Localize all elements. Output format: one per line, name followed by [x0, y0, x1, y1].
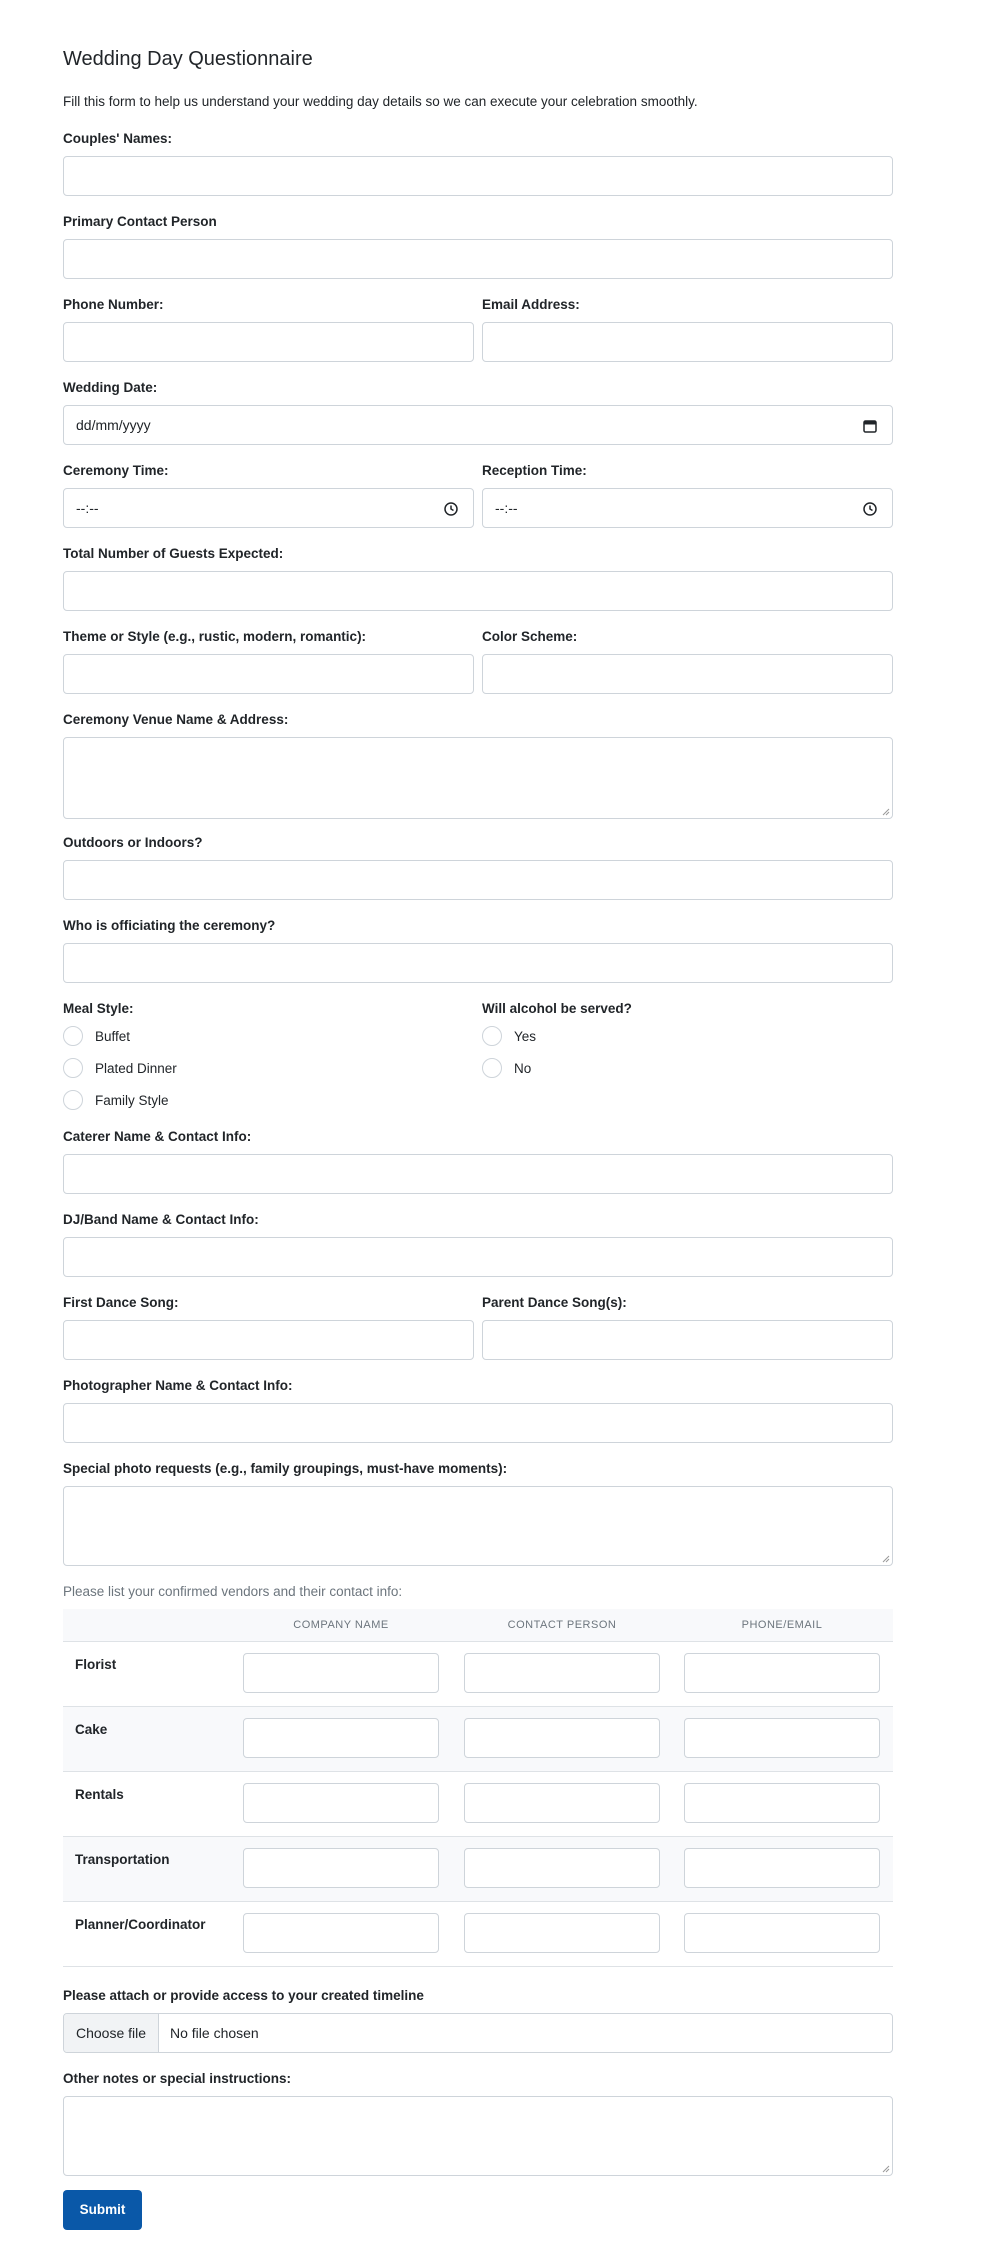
alcohol-yes-radio[interactable] [482, 1026, 502, 1046]
parent-dance-label: Parent Dance Song(s): [482, 1295, 627, 1310]
timeline-file-input[interactable] [63, 2013, 893, 2053]
primary-contact-input[interactable] [63, 239, 893, 279]
rentals-phone-input[interactable] [684, 1783, 880, 1823]
ceremony-time-value: --:-- [76, 500, 99, 516]
ceremony-time-label: Ceremony Time: [63, 463, 169, 478]
photo-requests-label: Special photo requests (e.g., family groupings, must-have moments): [63, 1461, 508, 1476]
outdoors-input[interactable] [63, 860, 893, 900]
clock-icon[interactable] [862, 501, 878, 517]
officiant-label: Who is officiating the ceremony? [63, 918, 276, 933]
resize-grip-icon[interactable] [882, 1555, 890, 1563]
reception-time-label: Reception Time: [482, 463, 587, 478]
guests-input[interactable] [63, 571, 893, 611]
planner-contact-input[interactable] [464, 1913, 660, 1953]
email-label: Email Address: [482, 297, 580, 312]
wedding-date-label: Wedding Date: [63, 380, 158, 395]
outdoors-label: Outdoors or Indoors? [63, 835, 203, 850]
column-header: PHONE/EMAIL [741, 1619, 823, 1631]
meal-family-radio[interactable] [63, 1090, 83, 1110]
reception-time-input[interactable] [482, 488, 893, 528]
planner-phone-input[interactable] [684, 1913, 880, 1953]
meal-family-label: Family Style [95, 1093, 169, 1108]
color-scheme-input[interactable] [482, 654, 893, 694]
column-header: CONTACT PERSON [507, 1619, 617, 1631]
notes-label: Other notes or special instructions: [63, 2071, 292, 2086]
calendar-icon[interactable] [862, 418, 878, 434]
guests-label: Total Number of Guests Expected: [63, 546, 284, 561]
transportation-company-input[interactable] [243, 1848, 439, 1888]
cake-contact-input[interactable] [464, 1718, 660, 1758]
notes-textarea[interactable] [63, 2096, 893, 2176]
choose-file-button[interactable]: Choose file [64, 2014, 159, 2052]
first-dance-label: First Dance Song: [63, 1295, 179, 1310]
wedding-date-value: dd/mm/yyyy [76, 417, 151, 433]
column-header: COMPANY NAME [293, 1619, 389, 1631]
theme-label: Theme or Style (e.g., rustic, modern, romantic): [63, 629, 367, 644]
meal-plated-radio[interactable] [63, 1058, 83, 1078]
caterer-label: Caterer Name & Contact Info: [63, 1129, 252, 1144]
vendor-row-label: Transportation [75, 1852, 170, 1867]
resize-grip-icon[interactable] [882, 2165, 890, 2173]
photo-requests-textarea[interactable] [63, 1486, 893, 1566]
meal-buffet-label: Buffet [95, 1029, 131, 1044]
alcohol-no-label: No [514, 1061, 532, 1076]
email-input[interactable] [482, 322, 893, 362]
color-scheme-label: Color Scheme: [482, 629, 578, 644]
dj-input[interactable] [63, 1237, 893, 1277]
alcohol-no-radio[interactable] [482, 1058, 502, 1078]
meal-style-label: Meal Style: [63, 1001, 134, 1016]
vendor-row-label: Florist [75, 1657, 117, 1672]
page-description: Fill this form to help us understand your wedding day details so we can execute your celebration smoothly. [63, 94, 698, 109]
venue-textarea[interactable] [63, 737, 893, 819]
planner-company-input[interactable] [243, 1913, 439, 1953]
transportation-contact-input[interactable] [464, 1848, 660, 1888]
alcohol-yes-label: Yes [514, 1029, 537, 1044]
florist-contact-input[interactable] [464, 1653, 660, 1693]
caterer-input[interactable] [63, 1154, 893, 1194]
phone-label: Phone Number: [63, 297, 164, 312]
page-title: Wedding Day Questionnaire [63, 48, 313, 70]
transportation-phone-input[interactable] [684, 1848, 880, 1888]
parent-dance-input[interactable] [482, 1320, 893, 1360]
photographer-input[interactable] [63, 1403, 893, 1443]
first-dance-input[interactable] [63, 1320, 474, 1360]
reception-time-value: --:-- [495, 500, 518, 516]
officiant-input[interactable] [63, 943, 893, 983]
cake-company-input[interactable] [243, 1718, 439, 1758]
couples-names-label: Couples' Names: [63, 131, 172, 146]
wedding-date-input[interactable] [63, 405, 893, 445]
rentals-contact-input[interactable] [464, 1783, 660, 1823]
timeline-label: Please attach or provide access to your created timeline [63, 1988, 424, 2003]
vendor-row-label: Rentals [75, 1787, 124, 1802]
alcohol-label: Will alcohol be served? [482, 1001, 632, 1016]
vendors-intro: Please list your confirmed vendors and their contact info: [63, 1584, 403, 1599]
meal-buffet-radio[interactable] [63, 1026, 83, 1046]
clock-icon[interactable] [443, 501, 459, 517]
phone-input[interactable] [63, 322, 474, 362]
florist-company-input[interactable] [243, 1653, 439, 1693]
ceremony-time-input[interactable] [63, 488, 474, 528]
submit-button[interactable]: Submit [63, 2190, 142, 2230]
theme-input[interactable] [63, 654, 474, 694]
couples-names-input[interactable] [63, 156, 893, 196]
vendor-row-label: Cake [75, 1722, 108, 1737]
resize-grip-icon[interactable] [882, 808, 890, 816]
venue-label: Ceremony Venue Name & Address: [63, 712, 289, 727]
primary-contact-label: Primary Contact Person [63, 214, 217, 229]
dj-label: DJ/Band Name & Contact Info: [63, 1212, 259, 1227]
vendor-row-label: Planner/Coordinator [75, 1917, 206, 1932]
meal-plated-label: Plated Dinner [95, 1061, 177, 1076]
cake-phone-input[interactable] [684, 1718, 880, 1758]
rentals-company-input[interactable] [243, 1783, 439, 1823]
florist-phone-input[interactable] [684, 1653, 880, 1693]
file-status: No file chosen [170, 2025, 259, 2041]
photographer-label: Photographer Name & Contact Info: [63, 1378, 293, 1393]
